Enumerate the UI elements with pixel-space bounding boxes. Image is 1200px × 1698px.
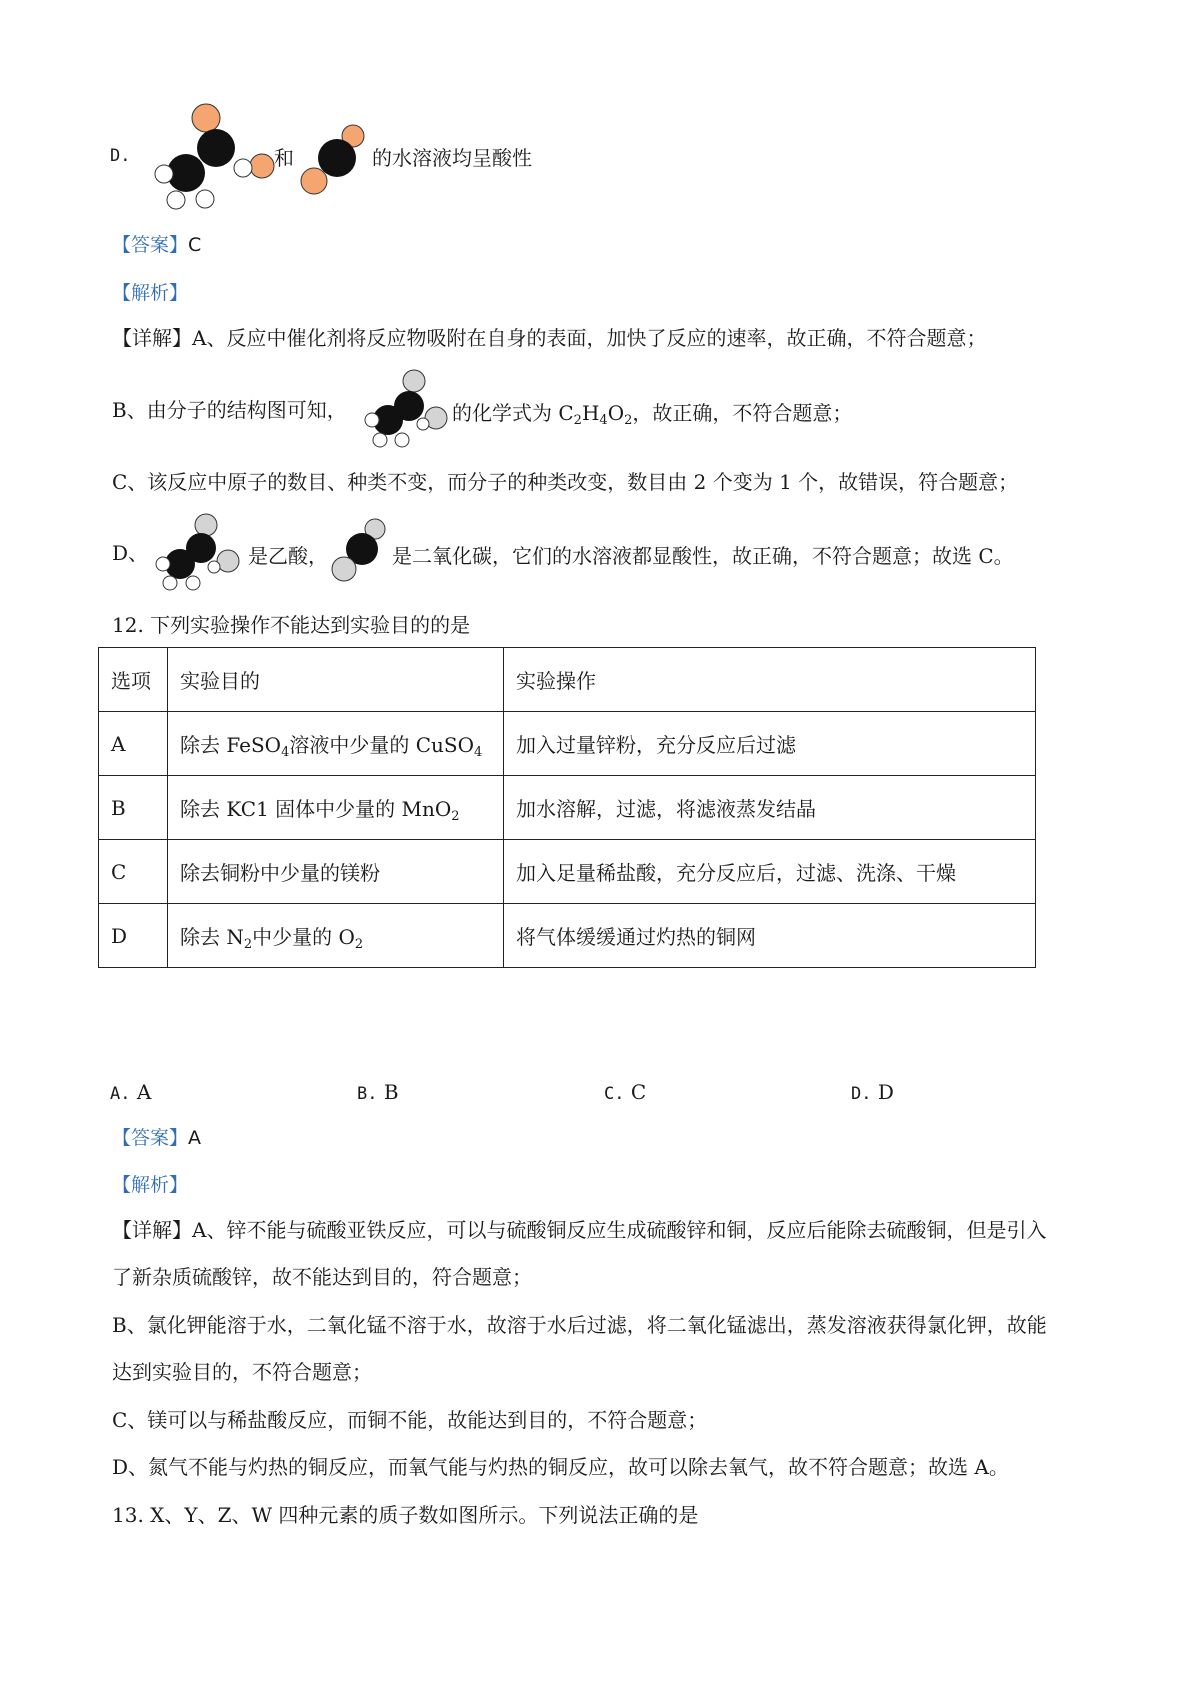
q12-answer	[112, 1123, 201, 1150]
table-header-row	[99, 648, 1036, 712]
q13-question: 13. X、Y、Z、W 四种元素的质子数如图所示。下列说法正确的是	[112, 1503, 699, 1527]
q12-detail-line-a2: 了新杂质硫酸锌，故不能达到目的，符合题意；	[112, 1265, 532, 1289]
q11-option-d-connector: 和	[274, 146, 294, 170]
acetic-acid-gray-molecule-image	[366, 368, 456, 448]
q12-detail-line-a1	[112, 1217, 1046, 1243]
formula-sub: 4	[599, 413, 608, 428]
row-operation: 加入足量稀盐酸，充分反应后，过滤、洗涤、干燥	[504, 840, 1036, 904]
acetic-acid-molecule-image	[150, 100, 290, 210]
q12-detail-line-b2: 达到实验目的，不符合题意；	[112, 1360, 372, 1384]
answer-value: C	[188, 234, 202, 256]
q11-detail-line-d-pre: D、	[112, 541, 149, 565]
acetic-acid-gray-molecule-image	[156, 512, 246, 592]
q12-detail-line-c: C、镁可以与稀盐酸反应，而铜不能，故能达到目的，不符合题意；	[112, 1408, 708, 1432]
choice-c	[604, 1080, 646, 1104]
q11-analysis-tag: 【解析】	[112, 282, 189, 304]
formula-prefix: 的化学式为 C	[452, 401, 574, 425]
q12-experiment-table	[98, 647, 1036, 968]
table-row	[99, 904, 1036, 968]
row-goal	[168, 904, 504, 968]
row-operation: 加水溶解，过滤，将滤液蒸发结晶	[504, 776, 1036, 840]
choice-b	[357, 1080, 399, 1104]
goal-sub: 2	[451, 809, 460, 824]
goal-text: 溶液中少量的 CuSO	[289, 733, 474, 757]
row-goal	[168, 840, 504, 904]
q12-detail-line-b1: B、氯化钾能溶于水，二氧化锰不溶于水，故溶于水后过滤，将二氧化锰滤出，蒸发溶液获得氯化钾，故能	[112, 1313, 1047, 1337]
formula-h: H	[581, 401, 600, 425]
detail-text: A、锌不能与硫酸亚铁反应，可以与硫酸铜反应生成硫酸锌和铜，反应后能除去硫酸铜，但是引入	[192, 1218, 1047, 1242]
choice-label: D.	[851, 1084, 872, 1104]
choice-value: C	[630, 1080, 647, 1104]
co2-molecule-image	[298, 124, 368, 204]
detail-text-b-pre: B、由分子的结构图可知，	[112, 398, 347, 422]
header-goal: 实验目的	[168, 648, 504, 712]
choice-d	[851, 1080, 894, 1104]
formula-sub: 2	[624, 413, 633, 428]
goal-sub: 4	[281, 745, 290, 760]
header-operation: 实验操作	[504, 648, 1036, 712]
choice-value: B	[383, 1080, 399, 1104]
row-goal	[168, 712, 504, 776]
table-row	[99, 712, 1036, 776]
choice-label: C.	[604, 1084, 625, 1104]
row-operation: 加入过量锌粉，充分反应后过滤	[504, 712, 1036, 776]
choice-value: A	[136, 1080, 152, 1104]
goal-text: 除去 N	[180, 925, 244, 949]
header-option: 选项	[99, 648, 168, 712]
choice-value: D	[877, 1080, 894, 1104]
q11-option-d-label: D.	[110, 146, 131, 166]
answer-tag: 【答案】	[112, 234, 189, 256]
q12-detail-line-d: D、氮气不能与灼热的铜反应，而氧气能与灼热的铜反应，故可以除去氧气，故不符合题意；故选 A。	[112, 1455, 1009, 1479]
choice-a	[110, 1080, 151, 1104]
q11-option-d-tail: 的水溶液均呈酸性	[372, 146, 532, 170]
row-option: A	[99, 712, 168, 776]
q12-analysis-tag: 【解析】	[112, 1174, 189, 1196]
table-row	[99, 776, 1036, 840]
row-goal	[168, 776, 504, 840]
goal-sub: 2	[243, 937, 253, 952]
goal-sub: 4	[474, 745, 483, 760]
row-option: C	[99, 840, 168, 904]
q11-detail-line-a	[112, 325, 986, 351]
goal-text: 除去铜粉中少量的镁粉	[180, 861, 380, 885]
formula-post: ，故正确，不符合题意；	[632, 401, 853, 425]
q11-answer	[112, 230, 201, 257]
q11-detail-line-d-post: 是二氧化碳，它们的水溶液都显酸性，故正确，不符合题意；故选 C。	[392, 544, 1014, 568]
q11-detail-line-b-formula	[452, 397, 852, 426]
row-option: D	[99, 904, 168, 968]
q11-detail-line-b	[112, 397, 347, 423]
detail-text: A、反应中催化剂将反应物吸附在自身的表面，加快了反应的速率，故正确，不符合题意；	[192, 326, 987, 350]
goal-sub: 2	[354, 937, 364, 952]
table-row	[99, 840, 1036, 904]
answer-value: A	[188, 1127, 202, 1149]
goal-text: 除去 FeSO	[180, 733, 282, 757]
q12-question: 12. 下列实验操作不能达到实验目的的是	[112, 613, 471, 637]
row-operation: 将气体缓缓通过灼热的铜网	[504, 904, 1036, 968]
choice-label: B.	[357, 1084, 378, 1104]
row-option: B	[99, 776, 168, 840]
q11-detail-line-d-mid: 是乙酸，	[248, 544, 328, 568]
formula-sub: 2	[573, 413, 582, 428]
q11-detail-line-c: C、该反应中原子的数目、种类不变，而分子的种类改变，数目由 2 个变为 1 个，故错误，符合题意；	[112, 470, 1019, 494]
co2-gray-molecule-image	[330, 518, 390, 588]
choice-label: A.	[110, 1084, 131, 1104]
detail-tag: 【详解】	[112, 326, 192, 350]
formula-o: O	[607, 401, 625, 425]
goal-text: 中少量的 O	[252, 925, 355, 949]
detail-tag: 【详解】	[112, 1218, 192, 1242]
answer-tag: 【答案】	[112, 1127, 189, 1149]
goal-text: 除去 KC1 固体中少量的 MnO	[180, 797, 452, 821]
